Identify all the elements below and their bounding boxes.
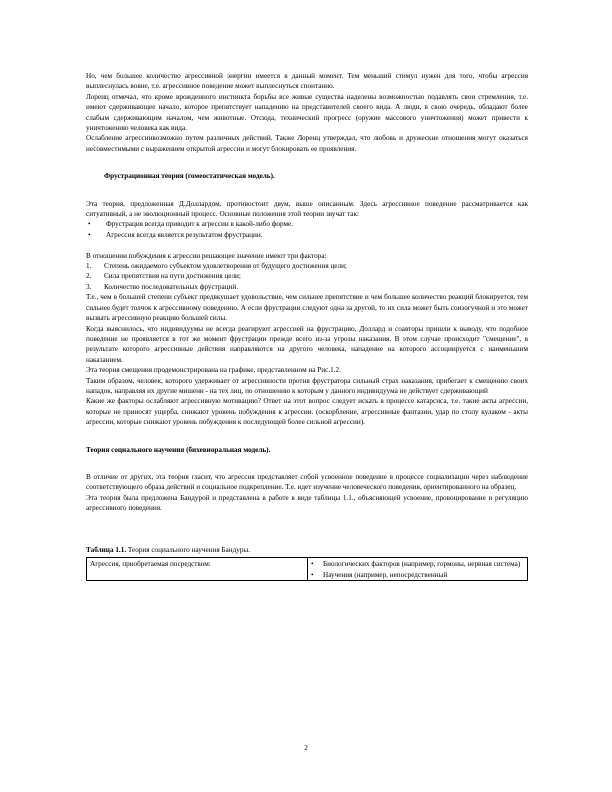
- table-caption-label: Таблица 1.1.: [86, 546, 127, 554]
- bullet-icon: •: [311, 560, 314, 569]
- numbered-item: 2. Сила препятствия на пути достижения цели;: [86, 272, 241, 281]
- page-number: 2: [304, 744, 308, 752]
- paragraph: Лоренц отмечал, что кроме врожденного инстинкта борьбы все живые существа наделены возможностью подавлять свои стремления, т.е. имеют сдерживающее начало, которое препятствует нападению на представителей своего вида. А люди, в свою очередь, обладают более слабым сдерживающим началом, чем животные. Отсюда, технический прогресс (оружие массового уничтожения) может привести к уничтожению человека как вида.: [86, 92, 528, 133]
- paragraph: В отличие от других, эта теория гласит, что агрессия представляет собой усвоенное поведение в процессе социализации через наблюдение соответствующего образа действий и социальное подкрепление. Т.е. идет изучение человеческого поведения, ориентированного на образец.: [86, 472, 528, 492]
- table-caption: [86, 545, 528, 555]
- numbered-item: 1. Степень ожидаемого субъектом удовлетворения от будущего достижения цели;: [86, 262, 347, 271]
- paragraph: Эта теория, предложенная Д.Доллардом, противостоит двум, выше описанным. Здесь агрессивное поведение рассматривается как ситуативный, а не эволюционный процесс. Основные положения этой теории звучат так:: [86, 199, 528, 219]
- section-heading-social-learning: Теория социального научения (бихевиоральная модель).: [86, 445, 271, 454]
- bullet-icon: •: [88, 220, 91, 229]
- table-caption-text: Теория социального научения Бандуры.: [126, 546, 251, 554]
- bullet-icon: •: [88, 230, 91, 239]
- table-row: [87, 558, 528, 580]
- paragraph: Эта теория смещения продемонстрирована на графике, представленном на Рис.1.2.: [86, 366, 341, 375]
- paragraph: Таким образом, человек, которого удерживает от агрессивности против фрустратора сильный страх наказания, прибегает к смещению своих нападок, направляя их другие мишени - на тех лиц, по отношению к которым у данного индивидуума не действует сдерживающий: [86, 376, 528, 395]
- paragraph: Но, чем большее количество агрессивной энергии имеется в данный момент. Тем меньший стимул нужен для того, чтобы агрессия выплеснулась вовне, т.е. агрессивное поведение может выплеснуться спонтанно.: [86, 72, 528, 91]
- paragraph: Эта теория была предложена Бандурой и представлена в работе в виде таблицы 1.1., объясняющей усвоение, провоцирование и регуляцию агрессивного поведения.: [86, 493, 528, 513]
- bandura-table: [86, 557, 528, 580]
- section-heading-frustration: Фрустрационная теория (гомеостатическая модель).: [104, 172, 275, 181]
- page-body: [86, 71, 528, 581]
- table-cell: Агрессия, приобретаемая посредством:: [87, 558, 308, 580]
- list-item: • Научения (например, непосредственный: [311, 570, 448, 579]
- paragraph: В отношении побуждения к агрессии решающее значение имеют три фактора:: [86, 251, 327, 260]
- paragraph: Какие же факторы ослабляют агрессивную мотивацию? Ответ на этот вопрос следует искать в процессе катарсиса, т.е. такие акты агрессии, которые не приносят ущерба, снижают уровень побуждения к агрессии. (оскорбление, агрессивные фантазии, удар по столу кулаком - акты агрессии, которые снижают уровень побуждения к последующей более сильной агрессии).: [86, 397, 528, 427]
- paragraph: Когда выяснилось, что индивидуумы не всегда реагируют агрессией на фрустрацию, Доллард и соавторы пришли к выводу, что подобное поведение не проявляется в тот же момент фрустрации прежде всего из-за угрозы наказания. В этом случае происходит "смещение", в результате которого агрессивные действия направляются на другого человека, нападение на которого ассоциируется с наименьшим наказанием.: [86, 324, 528, 364]
- bullet-item: • Агрессия всегда является результатом фрустрации.: [88, 230, 263, 239]
- paragraph: Т.е., чем в большей степени субъект предвкушает удовольствие, чем сильнее препятствие и чем большее количество реакций блокируется, тем сильнее будет толчок к агрессивному поведению. А если фрустрации следуют одна за другой, то их сила может быть соизогучной и это может вызвать агрессивную реакцию большей силы.: [86, 293, 528, 323]
- table-cell: [308, 558, 528, 580]
- bullet-icon: •: [311, 570, 314, 579]
- numbered-item: 3. Количество последовательных фрустраций.: [86, 282, 239, 291]
- list-item: • Биологических факторов (например, гормоны, нервная система): [311, 560, 521, 569]
- paragraph: Ослабление агрессиивозможно путем различных действий. Также Лоренц утверждал, что любовь и дружеские отношения могут оказаться несовместимыми с выражением открытой агрессии и могут блокировать ее проявления.: [86, 134, 528, 153]
- bullet-item: • Фрустрация всегда приводит к агрессии в какой-либо форме.: [88, 220, 294, 229]
